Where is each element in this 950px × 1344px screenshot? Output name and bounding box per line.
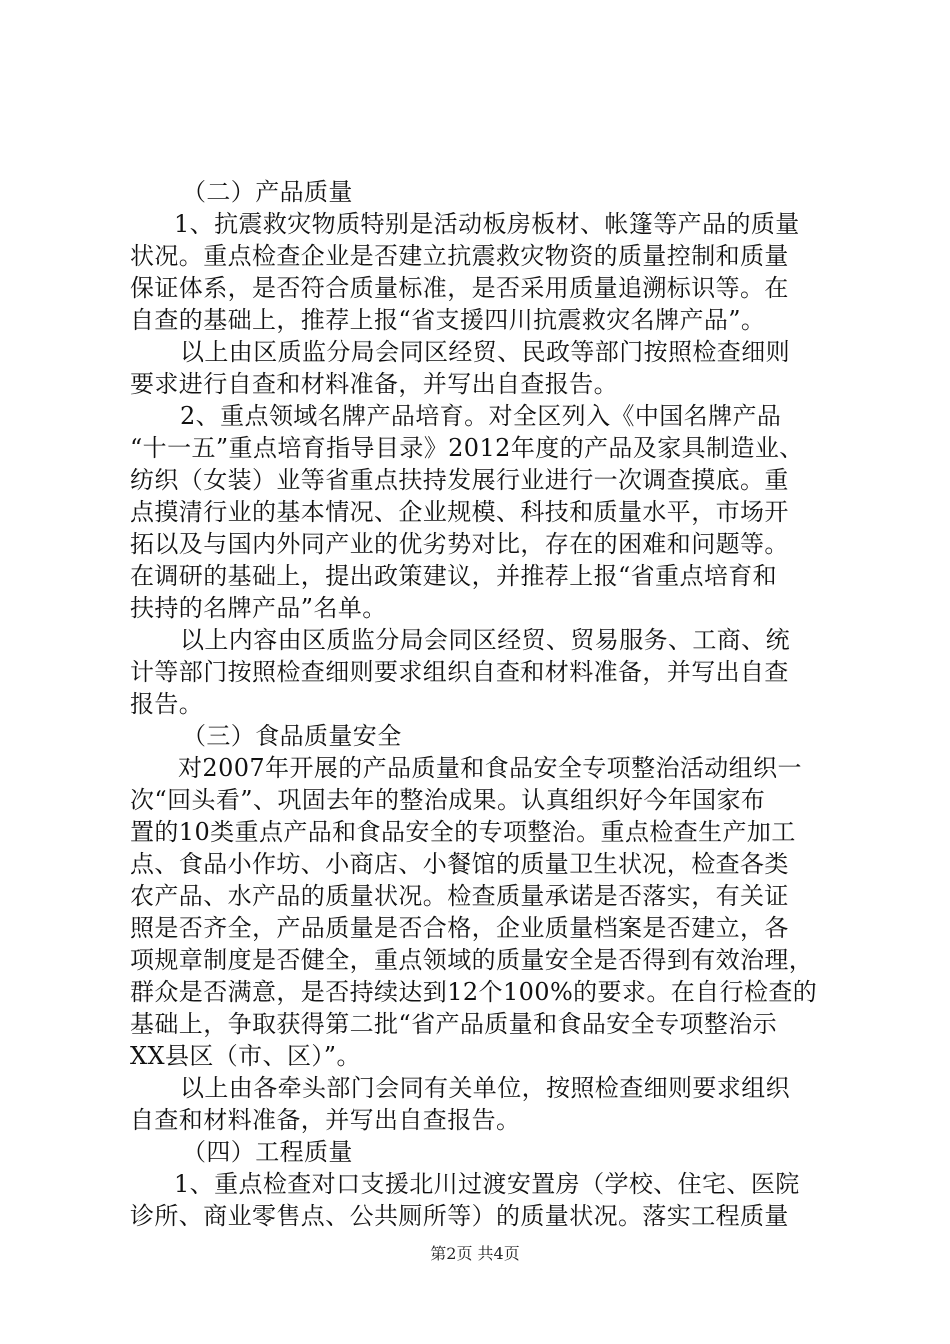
text-line: 点、食品小作坊、小商店、小餐馆的质量卫生状况，检查各类	[130, 850, 789, 878]
text-line: 1、抗震救灾物质特别是活动板房板材、帐篷等产品的质量	[174, 210, 800, 238]
text-line: 基础上，争取获得第二批“省产品质量和食品安全专项整治示	[130, 1010, 778, 1038]
text-line: 要求进行自查和材料准备，并写出自查报告。	[130, 370, 618, 398]
text-line: 在调研的基础上，提出政策建议，并推荐上报“省重点培育和	[130, 562, 778, 590]
text-line: 照是否齐全，产品质量是否合格，企业质量档案是否建立，各	[130, 914, 789, 942]
text-line: 以上由区质监分局会同区经贸、民政等部门按照检查细则	[180, 338, 790, 366]
text-line: （四）工程质量	[182, 1138, 353, 1166]
text-line: 置的10类重点产品和食品安全的专项整治。重点检查生产加工	[130, 818, 796, 846]
text-line: XX县区（市、区）”。	[130, 1042, 361, 1070]
text-line: （三）食品质量安全	[182, 722, 402, 750]
text-line: 扶持的名牌产品”名单。	[130, 594, 387, 622]
text-line: 纺织（女装）业等省重点扶持发展行业进行一次调查摸底。重	[130, 466, 789, 494]
text-line: 2、重点领域名牌产品培育。对全区列入《中国名牌产品	[180, 402, 782, 430]
text-line: 以上内容由区质监分局会同区经贸、贸易服务、工商、统	[180, 626, 790, 654]
text-line: 项规章制度是否健全，重点领域的质量安全是否得到有效治理，	[130, 946, 814, 974]
text-line: 对2007年开展的产品质量和食品安全专项整治活动组织一	[178, 754, 802, 782]
text-line: 点摸清行业的基本情况、企业规模、科技和质量水平，市场开	[130, 498, 789, 526]
text-line: 状况。重点检查企业是否建立抗震救灾物资的质量控制和质量	[130, 242, 789, 270]
text-line: 农产品、水产品的质量状况。检查质量承诺是否落实，有关证	[130, 882, 789, 910]
text-line: 以上由各牵头部门会同有关单位，按照检查细则要求组织	[180, 1074, 790, 1102]
text-line: 自查的基础上，推荐上报“省支援四川抗震救灾名牌产品”。	[130, 306, 766, 334]
text-line: 1、重点检查对口支援北川过渡安置房（学校、住宅、医院	[174, 1170, 800, 1198]
text-line: 保证体系，是否符合质量标准，是否采用质量追溯标识等。在	[130, 274, 789, 302]
page-number-footer: 第2页 共4页	[430, 1244, 520, 1263]
text-line: “十一五”重点培育指导目录》2012年度的产品及家具制造业、	[130, 434, 804, 462]
text-line: 诊所、商业零售点、公共厕所等）的质量状况。落实工程质量	[130, 1202, 789, 1230]
text-line: 次“回头看”、巩固去年的整治成果。认真组织好今年国家布	[130, 786, 766, 814]
text-line: 计等部门按照检查细则要求组织自查和材料准备，并写出自查	[130, 658, 789, 686]
text-line: 拓以及与国内外同产业的优劣势对比，存在的困难和问题等。	[130, 530, 789, 558]
text-line: 报告。	[130, 690, 204, 718]
text-line: 群众是否满意，是否持续达到12个100%的要求。在自行检查的	[130, 978, 818, 1006]
text-line: （二）产品质量	[182, 178, 353, 206]
text-line: 自查和材料准备，并写出自查报告。	[130, 1106, 521, 1134]
